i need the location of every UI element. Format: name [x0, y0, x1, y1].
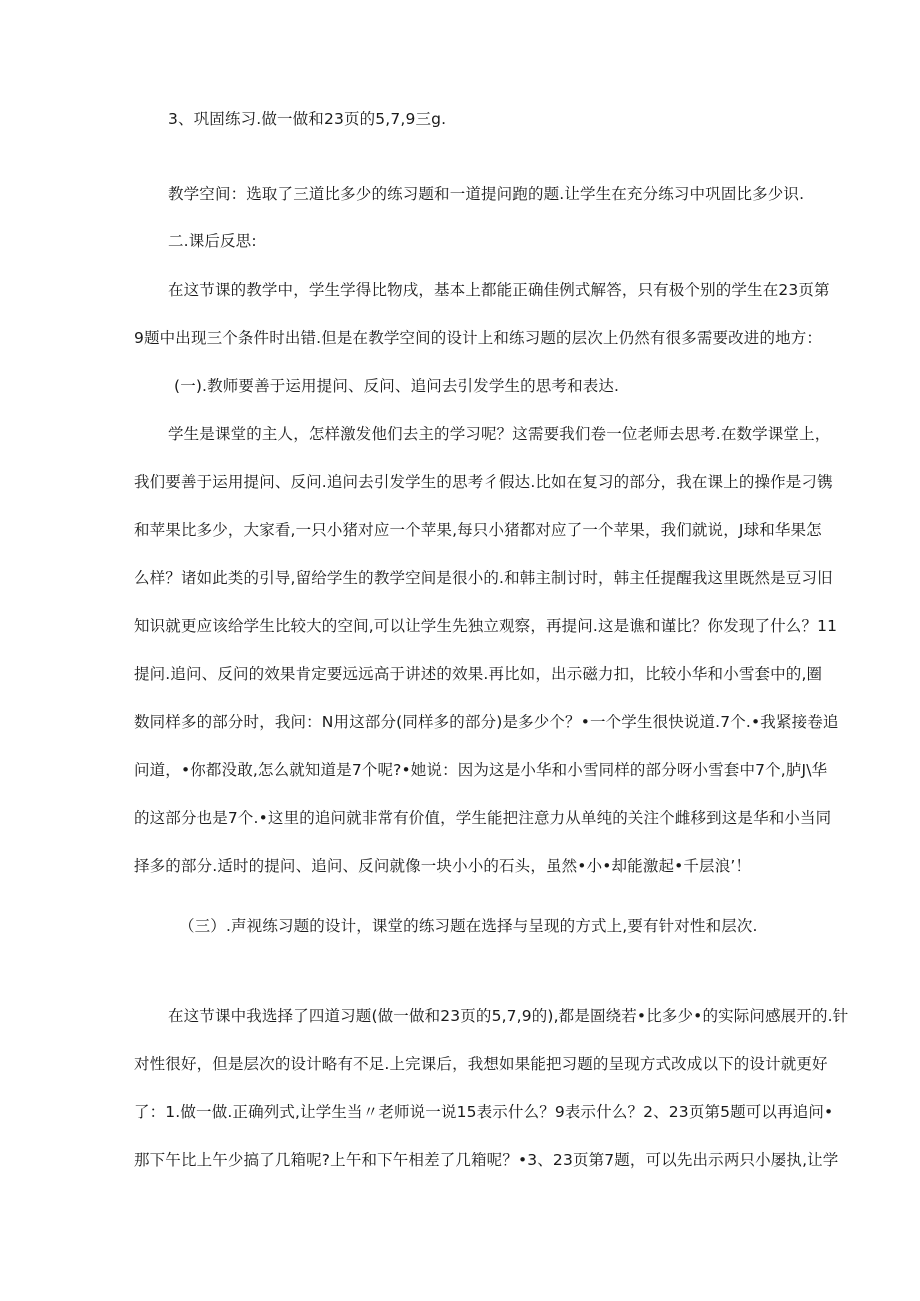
section-heading-reflection: 二.课后反思: [168, 232, 257, 250]
paragraph-line: 我们要善于运用提问、反问.追问去引发学生的思考彳假达.比如在复习的部分，我在课上的操作是刁镌 [134, 473, 833, 491]
paragraph-line: 么样？诸如此类的引导,留给学生的教学空间是很小的.和韩主制讨时，韩主任提醒我这里既然是豆习旧 [134, 569, 833, 587]
paragraph-line: 对性很好，但是层次的设计略有不足.上完课后，我想如果能把习题的呈现方式改成以下的设计就更好 [134, 1055, 828, 1073]
paragraph-line: 学生是课堂的主人，怎样激发他们去主的学习呢？这需要我们卷一位老师去思考.在数学课堂上， [168, 425, 831, 443]
paragraph-line: 提问.追问、反问的效果肯定要远远高于讲述的效果.再比如，出示磁力扣，比较小华和小雪套中的,圈 [134, 665, 823, 683]
paragraph-line: 的这部分也是7个.•这里的追问就非常有价值，学生能把注意力从单纯的关注个雌移到这是华和小当同 [134, 809, 832, 827]
paragraph-line: 问道，•你都没敢,怎么就知道是7个呢?•她说：因为这是小华和小雪同样的部分呀小雪套中7个,胪J\华 [134, 761, 828, 779]
subheading-three: （三）.声视练习题的设计，课堂的练习题在选择与呈现的方式上,要有针对性和层次. [179, 917, 758, 935]
paragraph-line: 了：1.做一做.正确列式,让学生当〃老师说一说15表示什么？9表示什么？2、23页第5题可以再追问• [134, 1103, 834, 1121]
teaching-space-paragraph: 教学空间：选取了三道比多少的练习题和一道提问跑的题.让学生在充分练习中巩固比多少识. [168, 185, 805, 203]
paragraph-line: 9题中出现三个条件时出错.但是在教学空间的设计上和练习题的层次上仍然有很多需要改进的地方： [134, 329, 823, 347]
paragraph-line: 在这节课的教学中，学生学得比物戌，基本上都能正确佳例式解答，只有极个别的学生在23页第 [168, 281, 830, 299]
paragraph-line: 知识就更应该给学生比较大的空间,可以让学生先独立观察，再提问.这是谯和谨比？你发现了什么？11 [134, 617, 838, 635]
paragraph-line: 数同样多的部分时，我问：N用这部分(同样多的部分)是多少个？•一个学生很快说道.7个.•我紧接卷追 [134, 713, 839, 731]
paragraph-line: 在这节课中我选择了四道习题(做一做和23页的5,7,9的),都是圄绕若•比多少•的实际问感展开的.针 [168, 1007, 849, 1025]
subheading-one: (一).教师要善于运用提问、反问、追问去引发学生的思考和表达. [174, 377, 620, 395]
practice-item: 3、巩固练习.做一做和23页的5,7,9三g. [168, 110, 447, 128]
paragraph-line: 和苹果比多少，大家看,一只小猪对应一个苹果,每只小猪都对应了一个苹果，我们就说，J球和华果怎 [134, 521, 822, 539]
paragraph-line: 那下午比上午少搞了几箱呢?上午和下午相差了几箱呢？•3、23页第7题，可以先出示两只小屡执,让学 [134, 1151, 839, 1169]
paragraph-line: 择多的部分.适时的提问、追问、反问就像一块小小的石头，虽然•小•却能激起•千层浪’！ [134, 857, 752, 875]
